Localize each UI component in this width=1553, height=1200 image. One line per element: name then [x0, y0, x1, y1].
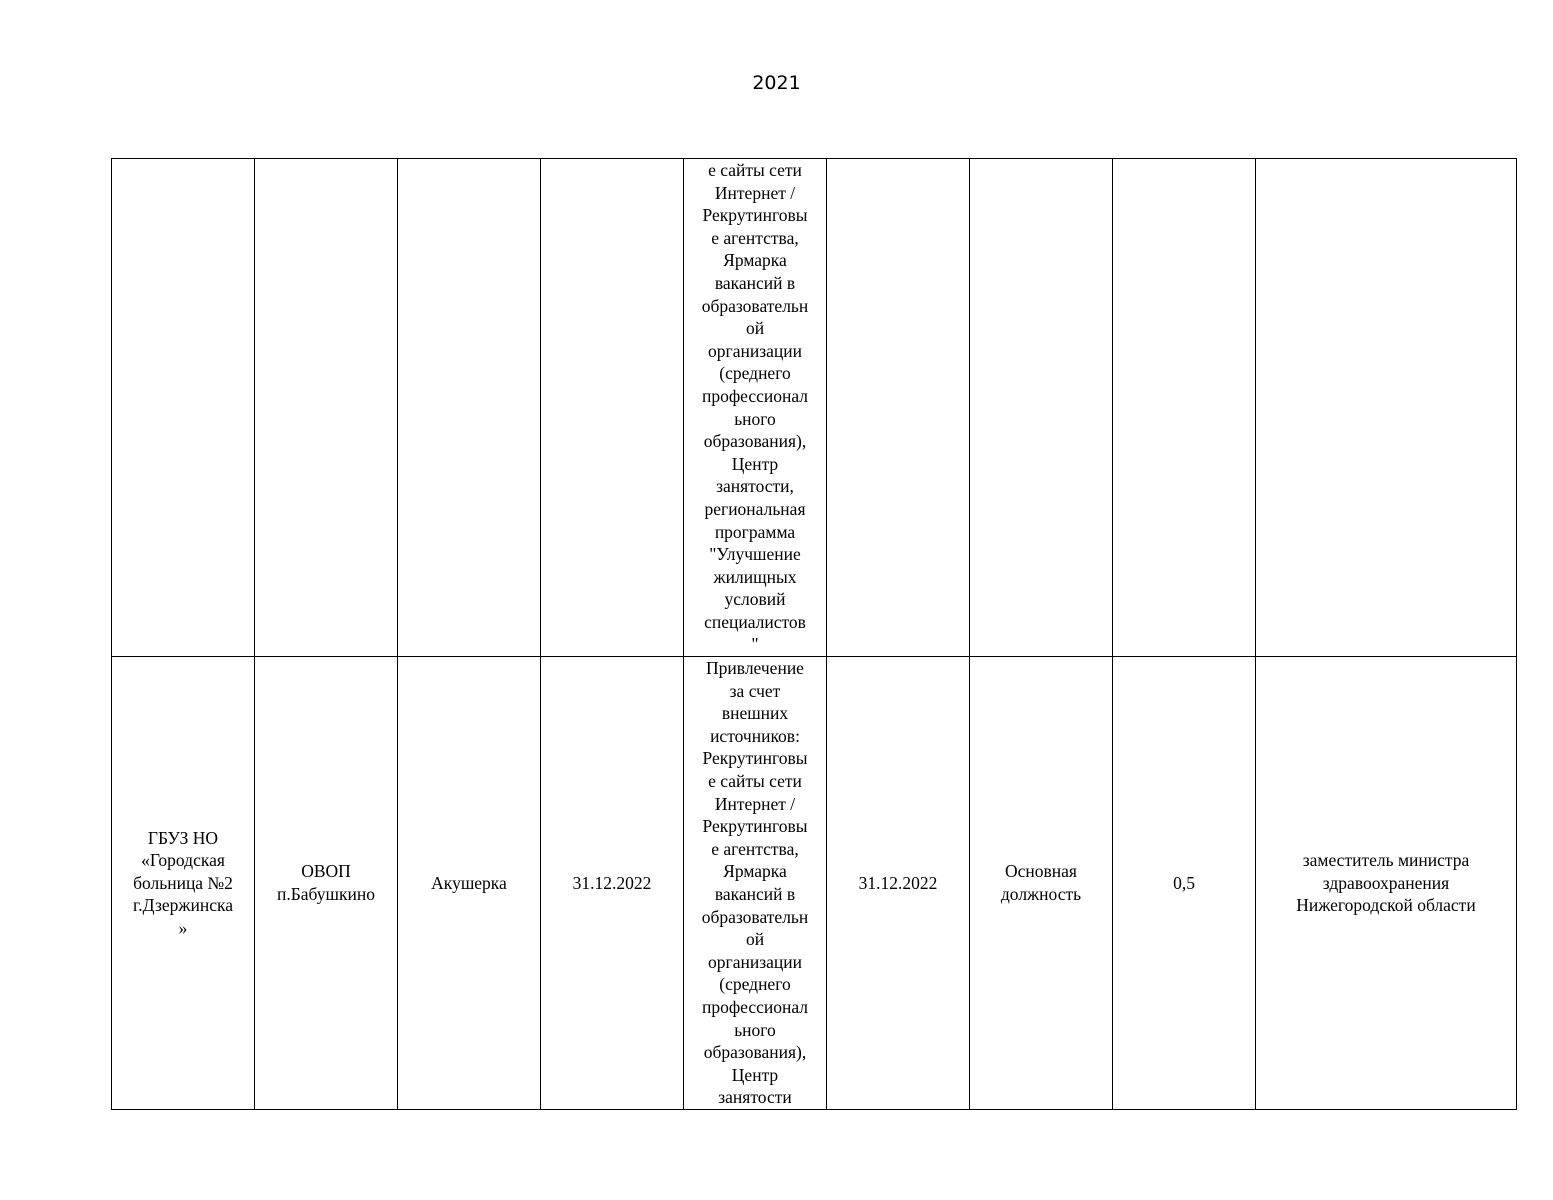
position-cell: Акушерка: [398, 657, 541, 1110]
vacancy-table: [111, 158, 1517, 1110]
table-row: [112, 159, 1517, 657]
employment-type-cell: Основная должность: [970, 657, 1113, 1110]
rate-cell: [1113, 159, 1256, 657]
deadline-date-cell: 31.12.2022: [541, 657, 684, 1110]
rate-cell: 0,5: [1113, 657, 1256, 1110]
employment-type-cell: [970, 159, 1113, 657]
recruitment-source-cell: Привлечение за счет внешних источников: Рекрутинговы е сайты сети Интернет / Рекрутинговы е агентства, Ярмарка вакансий в образовательн ой организации (среднего профессионал ьного образования), Центр занятости: [684, 657, 827, 1110]
table-row: [112, 657, 1517, 1110]
position-cell: [398, 159, 541, 657]
organization-cell: ГБУЗ НО «Городская больница №2 г.Дзержинска »: [112, 657, 255, 1110]
department-cell: [255, 159, 398, 657]
department-cell: ОВОП п.Бабушкино: [255, 657, 398, 1110]
recruitment-source-cell: е сайты сети Интернет / Рекрутинговы е агентства, Ярмарка вакансий в образовательн ой организации (среднего профессионал ьного образования), Центр занятости, региональная программа "Улучшение жилищных условий специалистов ": [684, 159, 827, 657]
completion-date-cell: 31.12.2022: [827, 657, 970, 1110]
deadline-date-cell: [541, 159, 684, 657]
organization-cell: [112, 159, 255, 657]
completion-date-cell: [827, 159, 970, 657]
responsible-cell: [1256, 159, 1517, 657]
page-number: 2021: [752, 72, 801, 94]
responsible-cell: заместитель министра здравоохранения Нижегородской области: [1256, 657, 1517, 1110]
